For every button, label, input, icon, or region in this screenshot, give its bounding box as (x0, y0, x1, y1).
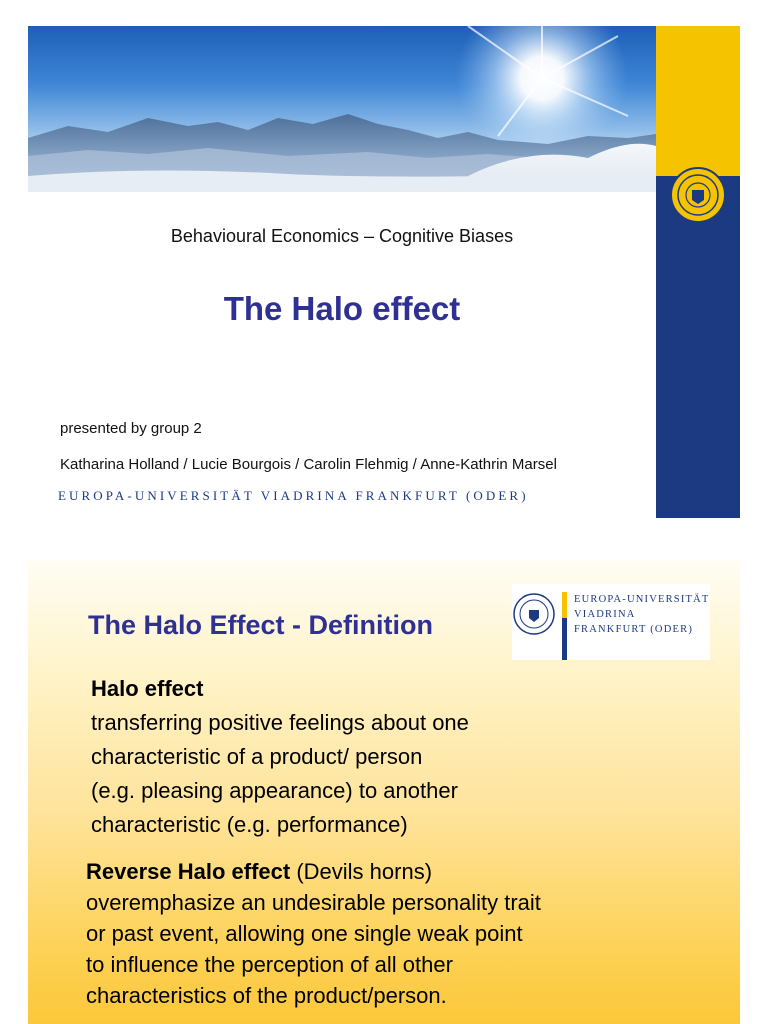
reverse-line: to influence the perception of all other (86, 952, 453, 977)
presented-by-text: presented by group 2 (60, 420, 202, 437)
reverse-heading: Reverse Halo effect (86, 859, 291, 884)
university-logo (512, 584, 710, 660)
university-seal-icon (669, 166, 727, 224)
reverse-heading-line (86, 856, 726, 887)
slide-title: The Halo effect (223, 290, 461, 327)
logo-line: EUROPA-UNIVERSITÄT (574, 594, 710, 605)
definition-slide (28, 560, 740, 1024)
authors-text: Katharina Holland / Lucie Bourgois / Carolin Flehmig / Anne-Kathrin Marsel (60, 456, 557, 473)
reverse-heading-suffix: (Devils horns) (290, 859, 433, 884)
university-seal-icon (512, 592, 556, 636)
reverse-line: characteristics of the product/person. (86, 983, 447, 1008)
slide-subtitle: Behavioural Economics – Cognitive Biases (170, 226, 514, 246)
logo-text (574, 592, 710, 637)
title-slide (28, 26, 740, 518)
sidebar-yellow-block (656, 26, 740, 176)
brand-sidebar (656, 26, 740, 518)
logo-line: FRANKFURT (ODER) (574, 624, 694, 635)
definition-heading: Halo effect (91, 676, 204, 701)
logo-line: VIADRINA (574, 609, 636, 620)
definition-line: (e.g. pleasing appearance) to another (91, 778, 458, 803)
university-name-banner: EUROPA-UNIVERSITÄT VIADRINA FRANKFURT (ODER) (58, 488, 529, 503)
reverse-line: or past event, allowing one single weak point (86, 921, 523, 946)
definition-block (91, 672, 691, 842)
sidebar-blue-block (656, 176, 740, 518)
logo-divider-yellow (562, 592, 567, 618)
definition-line: transferring positive feelings about one (91, 710, 469, 735)
reverse-halo-block (86, 856, 726, 1011)
definition-slide-title: The Halo Effect - Definition (88, 610, 434, 640)
definition-line: characteristic of a product/ person (91, 744, 423, 769)
mountain-sun-photo (28, 26, 656, 192)
definition-line: characteristic (e.g. performance) (91, 812, 408, 837)
reverse-line: overemphasize an undesirable personality trait (86, 890, 541, 915)
